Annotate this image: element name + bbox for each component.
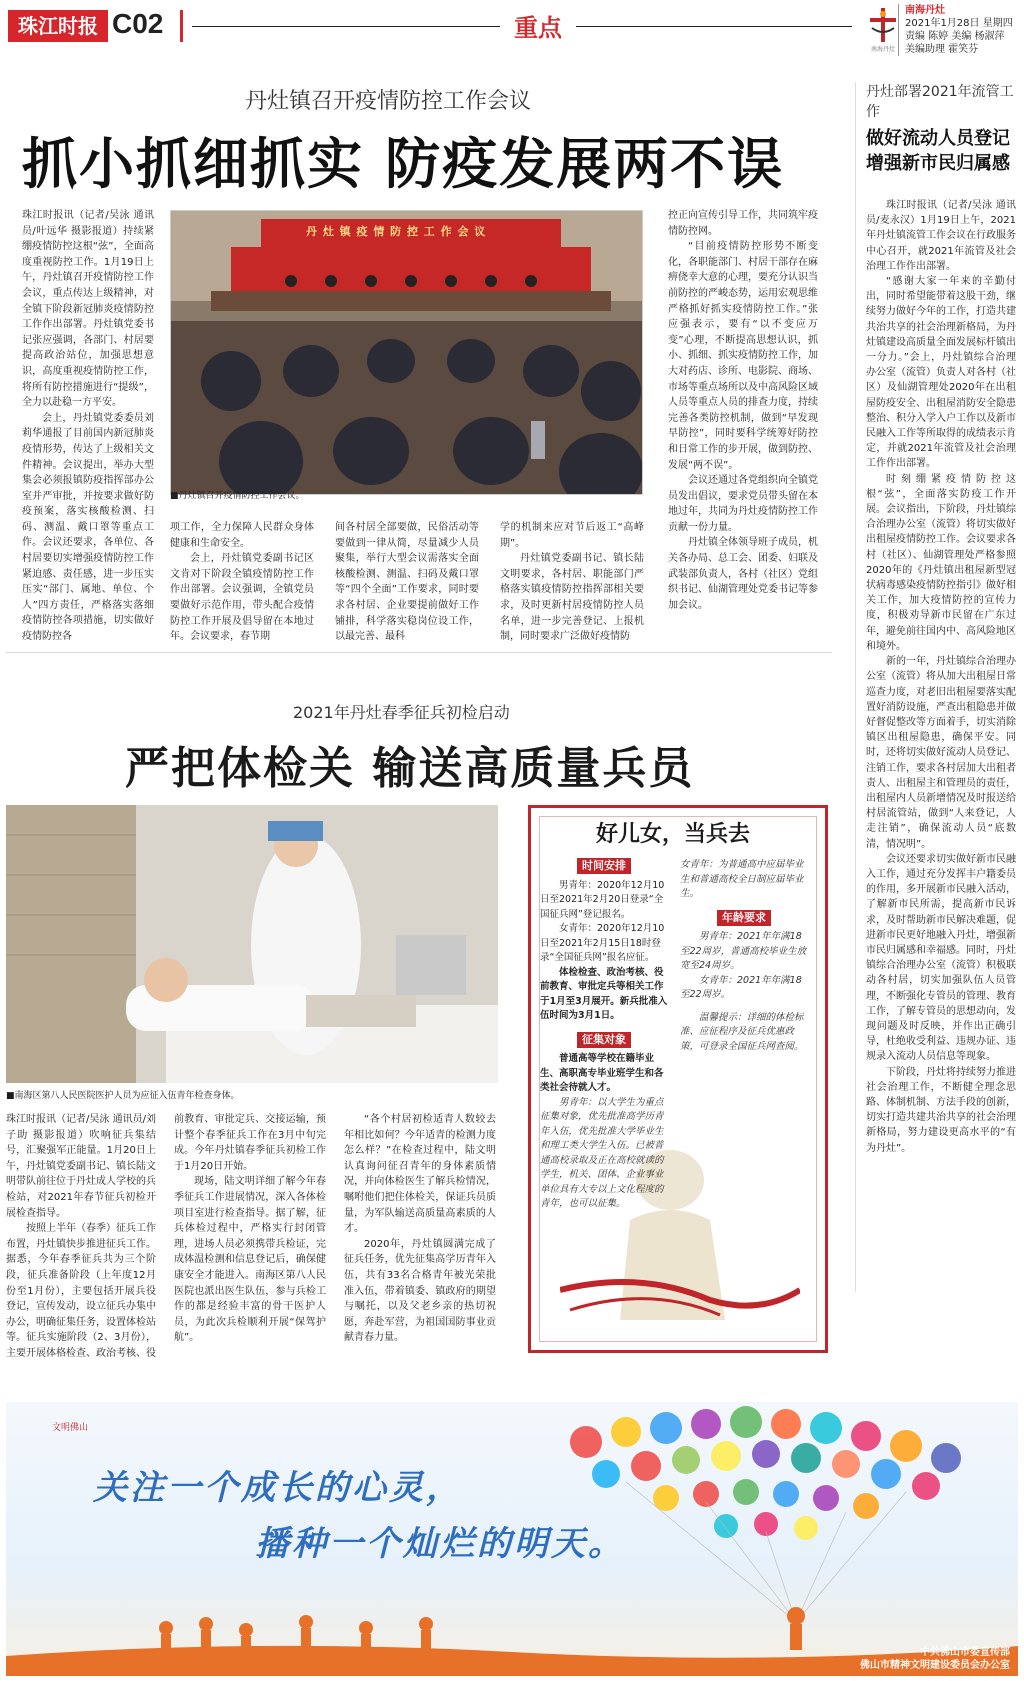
logo-caption: 南海丹灶 (870, 46, 895, 53)
article2-photo-caption: ■南海区第八人民医院医护人员为应征入伍青年检查身体。 (6, 1091, 240, 1101)
article1-kicker: 丹灶镇召开疫情防控工作会议 (245, 89, 532, 114)
page-number: C02 (112, 8, 164, 39)
sponsor-1: 中共佛山市委宣传部 (920, 1647, 1010, 1658)
section-divider (6, 652, 832, 653)
article1-para: 会议还通过各党组织向全镇党员发出倡议，要求党员带头留在本地过年，共同为丹灶疫情防控工作贡献一份力量。 (668, 475, 818, 533)
meeting-photo (170, 210, 643, 495)
right-para: 新的一年，丹灶镇综合治理办公室（流管）将从加大出租屋日常巡查力度，对老旧出租屋要落实配置好消防设施，严查出租隐患并做好督促整改等方面着手，切实消除镇区出租屋隐患，确保平安。同时，还将切实做好流动人员登记、注销工作，要求各村居加大出租者责人、出租屋主和管理员的责任，出租屋内人员新增情况及时报送给村居流管站，做到“人来登记，人走注销”，确保流动人员“底数清，情况明”。 (866, 656, 1016, 850)
article2-para: 现场，陆文明详细了解今年春季征兵工作进展情况，深入各体检项目室进行检查指导。据了解，征兵体检过程中，严格实行封闭管理，进场人员必须携带兵检证，完成体温检测和信息登记后，确保健康安全才能进入。南海区第八人民医院也派出医生队伍，参与兵检工作的都是经验丰富的骨干医护人员，为此次兵检顺利开展“保驾护航”。 (174, 1176, 326, 1344)
recruit-text: 男青年：2020年12月10日至2021年2月20日登录“全国征兵网”登记报名。 (540, 879, 665, 920)
right-para: 下阶段，丹灶将持续努力推进社会治理工作，不断健全理念思路、体制机制、方法手段的创新，切实打造共建共治共享的社会治理新格局，努力建设更高水平的“有为丹灶”。 (866, 1066, 1016, 1154)
age-tag: 年龄要求 (717, 910, 771, 926)
edition-label: 南海丹灶 (905, 5, 945, 16)
recruit-text: 普通高等学校在籍毕业生、高职高专毕业班学生和各类社会待就人才。 (540, 1053, 664, 1093)
article1-para: 丹灶镇党委副书记、镇长陆文明要求，各村居、职能部门严格落实镇疫情防控指挥部相关要求，及时更新村居疫情防控人员名单，进一步完善登记、上报机制，同时要求广泛做好疫情防 (500, 553, 644, 643)
banner-sponsors (810, 1646, 1010, 1672)
article2-kicker: 2021年丹灶春季征兵初检启动 (293, 703, 510, 722)
right-headline: 做好流动人员登记 增强新市民归属感 (866, 128, 1010, 174)
article1-para: 间各村居全部要做，民俗活动等要做到一律从简，尽量减少人员聚集，举行大型会议需落实全面核酸检测、测温、扫码及戴口罩等“四个全面”工作要求，同时要求各村居、企业要提前做好工作铺排，科学落实稳岗位设工作，以最完善、最科 (335, 522, 479, 643)
article1-para: 学的机制来应对节后返工“高峰期”。 (500, 522, 644, 549)
recruit-text: 女青年：2021年年满18至22周岁。 (680, 974, 802, 1000)
sponsor-2: 佛山市精神文明建设委员会办公室 (860, 1660, 1010, 1671)
medical-check-image (6, 805, 498, 1083)
article2-para: 珠江时报讯（记者/吴泳 通讯员/刘子助 摄影报道）吹响征兵集结号，汇聚强军正能量。1月20日上午，丹灶镇党委副书记、镇长陆文明带队前往位于丹灶成人学校的兵检站，对2021年春节征兵初检开展检查指导。 (6, 1114, 156, 1219)
recruit-tip: 温馨提示：详细的体检标准、应征程序及征兵优惠政策，可登录全国征兵网查阅。 (680, 1011, 804, 1052)
right-para: 珠江时报讯（记者/吴泳 通讯员/麦永汉）1月19日上午，2021年丹灶镇流管工作会议在行政服务中心召开，就2021年流管及社会治理工作作出部署。 (866, 200, 1016, 272)
right-body (866, 198, 1016, 1156)
recruit-text: 女青年：为普通高中应届毕业生和普通高校全日制应届毕业生。 (680, 859, 804, 899)
article1-para: 控正向宣传引导工作，共同筑牢疫情防控网。 (668, 210, 818, 237)
article1-col1 (22, 208, 154, 645)
right-para: 会议还要求切实做好新市民融入工作，通过充分发挥丰户籍委员的作用，多开展新市民融入活动，了解新市民所需，提高新市民诉求，及时帮助新市民解决难题，促进新市民更好地融入丹灶，增强新市民归属感和幸福感。同时，丹灶镇综合治理办公室（流管）积极联动各村居，切实加强队伍人员管理，不断强化专管员的管理、教育工作，了解专管员的思想动向，发现问题及时反映，并作出正确引导，杜绝收受利益、违规办证、违规录入流动人员信息等现象。 (866, 853, 1016, 1063)
article2-para: “各个村居初检适青人数较去年相比如何？今年适青的检测力度怎么样？”在检查过程中，陆文明认真询问征召青年的身体素质情况，并向体检医生了解兵检情况，嘱咐他们把住体检关，保证兵员质量，为军队输送高质量高素质的人才。 (344, 1114, 496, 1235)
section-title: 重点 (500, 8, 576, 43)
article1-para: 珠江时报讯（记者/吴泳 通讯员/叶远华 摄影报道）持续紧绷疫情防控这根“弦”，全面高度重视防控工作。1月19日上午，丹灶镇召开疫情防控工作会议，重点传达上级精神，对全镇下阶段新冠肺炎疫情防控工作作出部署。丹灶镇党委书记张应强调，各部门、村居要提高政治站位，加强思想意识，高度重视疫情防控工作，将所有防控措施进行“提级”，全力以赴稳一方平安。 (22, 210, 154, 409)
article2-para: 按照上半年（春季）征兵工作布置，丹灶镇快步推进征兵工作。据悉，今年春季征兵共为三个阶段，征兵准备阶段（上年度12月份至1月份），主要包括开展兵役登记，宣传发动，设立征兵办集中办公，明确征集任务，设置体检站等。征兵实施阶段（2、3月份），主要开展体格检查、政治考核、役 (6, 1223, 156, 1359)
article2-para: 前教育、审批定兵、交接运输，预计整个春季征兵工作在3月中旬完成。今年丹灶镇春季征兵初检工作于1月20日开始。 (174, 1114, 326, 1172)
article1-headline: 抓小抓细抓实 防疫发展两不误 (22, 131, 785, 196)
article2-para: 2020年，丹灶镇圆满完成了征兵任务，优先征集高学历青年入伍，共有33名合格青年被光荣批准入伍，带着镇委、镇政府的期望与嘱托，以及父老乡亲的热切祝愿，奔赴军营，为祖国国防事业贡献青春力量。 (344, 1238, 496, 1344)
assistant-editor: 美编助理 霍笑芬 (905, 44, 979, 55)
issue-date: 2021年1月28日 星期四 (905, 18, 1013, 29)
right-kicker: 丹灶部署2021年流管工作 (866, 84, 1014, 120)
recruit-box-title: 好儿女，当兵去 (596, 821, 751, 847)
article2-headline: 严把体检关 输送高质量兵员 (125, 743, 695, 794)
medical-check-photo (6, 805, 498, 1083)
masthead: 珠江时报 (8, 10, 108, 42)
article1-col4 (500, 520, 644, 645)
column-rule (855, 82, 856, 1292)
article1-col3 (335, 520, 479, 645)
article1-photo-caption: ■丹灶镇召开疫情防控工作会议。 (170, 491, 305, 501)
meeting-banner-text: 丹 灶 镇 疫 情 防 控 工 作 会 议 (306, 225, 487, 238)
banner-slogan-line2: 播种一个灿烂的明天。 (255, 1524, 625, 1564)
article1-col2 (170, 520, 314, 645)
editors: 责编 陈婷 美编 杨淑萍 (905, 31, 1005, 42)
article1-para: “目前疫情防控形势不断变化，各职能部门、村居干部存在麻痹侥幸大意的心理，要充分认识当前防控的严峻态势，运用宏观思维严格抓好抓实疫情防控工作。”张应强表示，要有“以不变应万变”心理，不断提高思想认识，抓小、抓细、抓实疫情防控工作，加大对药店、诊所、电影院、商场、市场等重点场所以及中高风险区域人员等重点人员的排查力度，持续完善各类防控机制，做到“早发现早防控”，同时要科学统筹好防控和日常工作的步开展，做到防控、发展“两不误”。 (668, 241, 818, 471)
recruit-text: 男青年：以大学生为重点征集对象，优先批准高学历青年入伍，优先批准大学毕业生和理工类大学生入伍。已被普通高校录取及正在高校就读的学生，机关、团体、企业事业单位具有大专以上文化程度的青年，也可以征集。 (540, 1096, 664, 1209)
article1-col5 (668, 208, 818, 613)
right-para: 时刻绷紧疫情防控这根“弦”，全面落实防疫工作开展。会议指出，下阶段，丹灶镇综合治理办公室（流管）将切实做好出租屋疫情防控工作。会议要求各村（社区）、仙湖管理处严格参照2020年的《丹灶镇出租屋新型冠状病毒感染疫情防控指引》做好相关工作，加大疫情防控的宣传力度，积极劝导新市民留在广东过年，避免前往国内中、高风险地区和境外。 (866, 473, 1016, 652)
edition-meta (898, 4, 1013, 56)
recruit-text: 体检检查、政治考核、役前教育、审批定兵等相关工作于1月至3月展开。新兵批准入伍时间为3月1日。 (540, 966, 668, 1021)
danzao-logo-icon (866, 6, 900, 44)
meeting-photo-image (171, 211, 643, 495)
recruit-text: 女青年：2020年12月10日至2021年2月15日18时登录“全国征兵网”报名应征。 (540, 923, 665, 963)
article1-para: 会上，丹灶镇党委委员刘莉华通报了目前国内新冠肺炎疫情形势，传达了上级相关文件精神。会议提出，举办大型集会必须报镇防疫指挥部办公室并严审批，并按要求做好防疫预案，落实核酸检测、扫码、测温、戴口罩等重点工作。会议还要求，各单位、各村居要切实增强疫情防控工作紧迫感、责任感，进一步压实压实“部门、属地、单位、个人”四方责任，严格落实落细疫情防控各项措施，切实做好疫情防控各 (22, 412, 154, 643)
article2-col1 (6, 1112, 156, 1362)
article1-para: 项工作，全力保障人民群众身体健康和生命安全。 (170, 522, 314, 549)
recruit-time-section (540, 858, 668, 1212)
target-tag: 征集对象 (577, 1032, 631, 1048)
banner-logo: 文明佛山 (52, 1423, 89, 1433)
recruit-age-section (680, 858, 808, 1054)
time-tag: 时间安排 (577, 858, 631, 874)
article1-para: 丹灶镇全体领导班子成员，机关各办局、总工会、团委、妇联及武装部负责人，各村（社区）党组织书记、仙湖管理处党委书记等参加会议。 (668, 537, 818, 611)
article2-col3 (344, 1112, 496, 1346)
article2-col2 (174, 1112, 326, 1346)
header-divider (180, 10, 183, 42)
right-para: “感谢大家一年来的辛勤付出，同时希望能带着这股干劲，继续努力做好今年的工作，打造共建共治共享的社会治理新格局，为丹灶镇建设高质量全面发展标杆镇出一分力。”会上，丹灶镇综合治理办公室（流管）负责人对各村（社区）及仙湖管理处2020年在出租屋防疫安全、出租屋消防安全隐患整治、积分入学入户工作以及新市民融入工作等所取得的成绩表示肯定，并就2021年流管及社会治理工作作出部署。 (866, 276, 1016, 470)
article1-para: 会上，丹灶镇党委副书记区文肯对下阶段全镇疫情防控工作作出部署。会议强调，全镇党员要做好示范作用，带头配合疫情防控工作开展及倡导留在本地过年。会议要求，春节期 (170, 553, 314, 643)
recruit-text: 男青年：2021年年满18至22周岁，普通高校毕业生放宽至24周岁。 (680, 931, 807, 971)
banner-slogan-line1: 关注一个成长的心灵， (93, 1468, 463, 1508)
